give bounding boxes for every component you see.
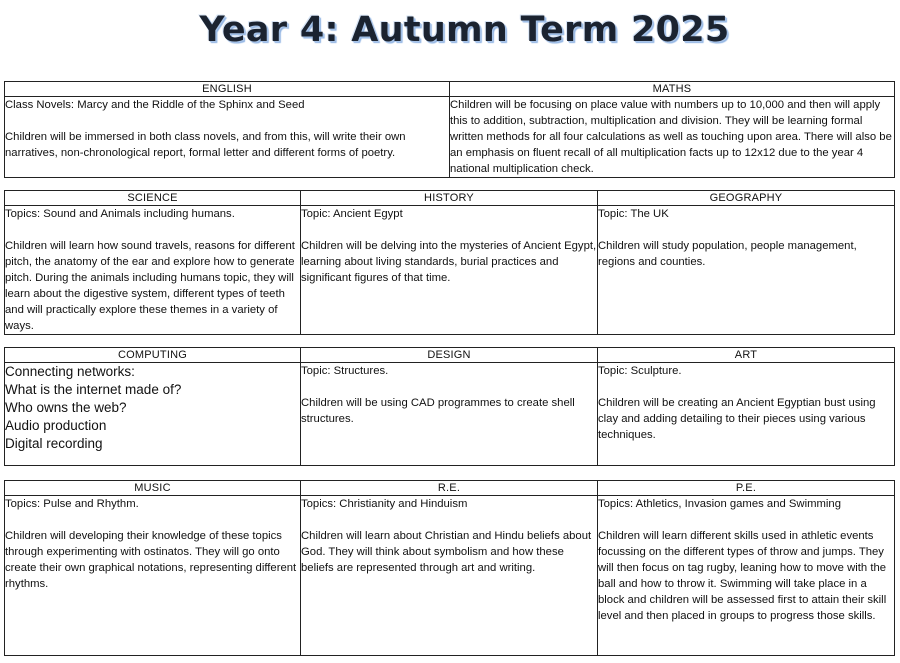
computing-line: Who owns the web? bbox=[5, 400, 127, 415]
english-cell bbox=[5, 97, 450, 178]
history-cell bbox=[301, 206, 598, 335]
computing-design-art-table bbox=[4, 347, 895, 466]
design-cell bbox=[301, 363, 598, 466]
english-intro: Class Novels: Marcy and the Riddle of the Sphinx and Seed bbox=[5, 99, 305, 111]
music-re-pe-table bbox=[4, 480, 895, 656]
computing-line: Digital recording bbox=[5, 436, 103, 451]
music-text: Children will developing their knowledge of these topics through experimenting with ostinatos. They will go onto create their own graphical notations, representing different rhythms. bbox=[5, 530, 297, 590]
art-text: Children will be creating an Ancient Egyptian bust using clay and adding detailing to their pieces using various techniques. bbox=[598, 397, 876, 441]
art-cell bbox=[598, 363, 895, 466]
re-heading: R.E. bbox=[301, 481, 598, 496]
page-title: Year 4: Autumn Term 2025 bbox=[199, 10, 730, 50]
science-text: Children will learn how sound travels, reasons for different pitch, the anatomy of the ear and explore how to generate pitch. During the animals including humans topic, they will learn about the digestive system, different types of teeth and will practically explore these themes in a variety of ways. bbox=[5, 240, 295, 332]
computing-heading: COMPUTING bbox=[5, 348, 301, 363]
history-intro: Topic: Ancient Egypt bbox=[301, 208, 403, 220]
design-heading: DESIGN bbox=[301, 348, 598, 363]
computing-line: Audio production bbox=[5, 418, 107, 433]
english-heading: ENGLISH bbox=[5, 82, 450, 97]
music-intro: Topics: Pulse and Rhythm. bbox=[5, 498, 139, 510]
design-text: Children will be using CAD programmes to create shell structures. bbox=[301, 397, 575, 425]
art-intro: Topic: Sculpture. bbox=[598, 365, 682, 377]
english-maths-table bbox=[4, 81, 895, 178]
pe-intro: Topics: Athletics, Invasion games and Swimming bbox=[598, 498, 841, 510]
maths-text: Children will be focusing on place value with numbers up to 10,000 and then will apply this to addition, subtraction, multiplication and division. They will be learning formal written methods for all four calculations as well as touching upon area. There will also be an emphasis on fluent recall of all multiplication facts up to 12x12 due to the year 4 national multiplication check. bbox=[450, 99, 892, 175]
music-cell bbox=[5, 496, 301, 656]
music-heading: MUSIC bbox=[5, 481, 301, 496]
pe-cell bbox=[598, 496, 895, 656]
science-cell bbox=[5, 206, 301, 335]
art-heading: ART bbox=[598, 348, 895, 363]
history-heading: HISTORY bbox=[301, 191, 598, 206]
science-intro: Topics: Sound and Animals including humans. bbox=[5, 208, 235, 220]
geography-text: Children will study population, people management, regions and counties. bbox=[598, 240, 857, 268]
computing-cell bbox=[5, 363, 301, 466]
geography-cell bbox=[598, 206, 895, 335]
geography-intro: Topic: The UK bbox=[598, 208, 669, 220]
science-history-geography-table bbox=[4, 190, 895, 335]
history-text: Children will be delving into the mysteries of Ancient Egypt, learning about living standards, burial practices and significant figures of that time. bbox=[301, 240, 597, 284]
re-text: Children will learn about Christian and Hindu beliefs about God. They will think about symbolism and how these beliefs are represented through art and writing. bbox=[301, 530, 592, 574]
maths-cell bbox=[450, 97, 895, 178]
science-heading: SCIENCE bbox=[5, 191, 301, 206]
maths-heading: MATHS bbox=[450, 82, 895, 97]
pe-heading: P.E. bbox=[598, 481, 895, 496]
geography-heading: GEOGRAPHY bbox=[598, 191, 895, 206]
computing-line: What is the internet made of? bbox=[5, 382, 182, 397]
re-intro: Topics: Christianity and Hinduism bbox=[301, 498, 468, 510]
pe-text: Children will learn different skills used in athletic events focussing on the different types of throw and jumps. They will then focus on tag rugby, leaning how to move with the ball and how to throw it. Swimming will take place in a block and children will be assessed first to attain their skill level and then placed in groups to progress those skills. bbox=[598, 530, 887, 622]
computing-line: Connecting networks: bbox=[5, 364, 135, 379]
design-intro: Topic: Structures. bbox=[301, 365, 389, 377]
re-cell bbox=[301, 496, 598, 656]
english-text: Children will be immersed in both class novels, and from this, will write their own narratives, non-chronological report, formal letter and different forms of poetry. bbox=[5, 131, 406, 159]
